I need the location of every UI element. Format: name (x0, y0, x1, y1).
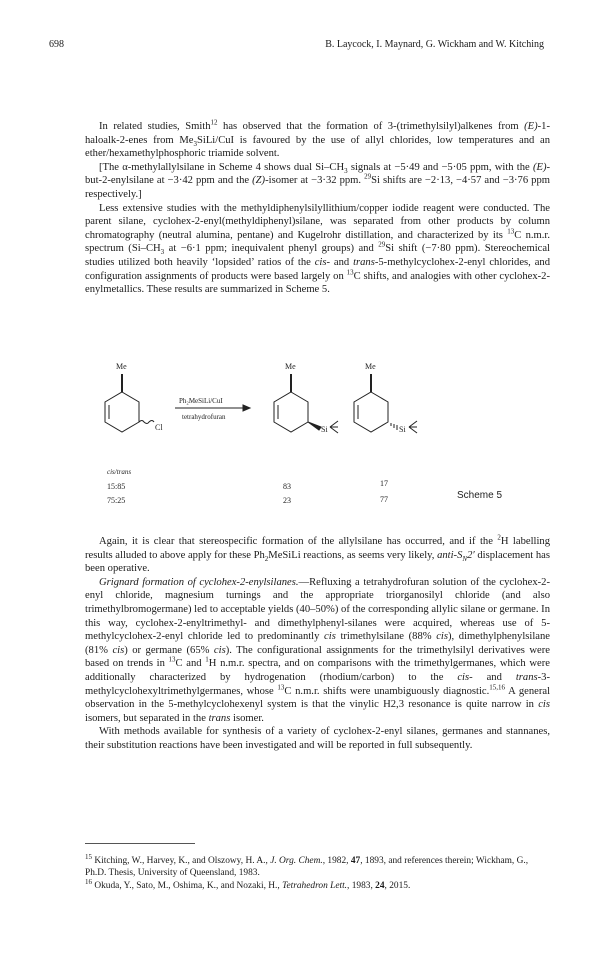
reactant-ring (105, 392, 139, 432)
product-2-si-branch-a (409, 421, 417, 427)
product-2-si-branch-c (409, 427, 417, 433)
product-1-me-label: Me (285, 362, 296, 371)
body-text-lower (85, 535, 550, 753)
footnote-rule (85, 843, 195, 844)
product-1-ring (274, 392, 308, 432)
reactant-chloride-bond (139, 421, 154, 424)
scheme-caption: Scheme 5 (457, 490, 503, 501)
page-number: 698 (49, 39, 64, 50)
scheme-5-figure (85, 350, 550, 520)
ratio-header: cis/trans (107, 468, 132, 476)
reaction-arrow (175, 397, 250, 421)
paragraph-smith-observation: In related studies, Smith$^{12}$ has observed that the formation of 3-(trimethylsilyl)alkenes from (E)-1-haloalk-2-enes from $Me_3SiLi$/CuI is favoured by the use of allyl chlorides, low temperatures and an ether/hexamethylphosphoric triamide solvent. (85, 118, 551, 160)
body-text-upper (85, 120, 550, 297)
running-head: B. Laycock, I. Maynard, G. Wickham and W. Kitching (325, 39, 544, 50)
product-2-ring (354, 392, 388, 432)
product-2-yield-2: 77 (380, 495, 388, 504)
reactant-ratio-2: 75:25 (107, 496, 126, 505)
product-1-yield-1: 83 (283, 482, 291, 491)
product-cis-structure (274, 362, 338, 434)
product-2-me-label: Me (365, 362, 376, 371)
arrow-head (243, 405, 250, 411)
reagent-label: Ph₂MeSiLi/CuI (179, 397, 223, 405)
product-1-yield-2: 23 (283, 496, 291, 505)
paragraph-grignard: Grignard formation of cyclohex-2-enylsilanes.—Refluxing a tetrahydrofuran solution of the cyclohex-2-enyl chloride, magnesium turnings and the appropriate triorganosilyl chloride (and also trimethylbromogermane) led to acceptable yields (40–50%) of the corresponding allylic silane or germane. In this way, cyclohex-2-enyltrimethyl- and dimethylphenyl-silanes were acquired, whereas use of 5-methylcyclohex-2-enyl chloride led to predominantly cis trimethylsilane (88% cis), dimethylphenylsilane (81% cis) or germane (65% cis). The configurational assignments for the trimethylsilyl derivatives were based on trends in $^{13}$C and $^1$H n.m.r. spectra, and on comparisons with the trimethylgermanes, which were additionally characterized by hydrogenation (rhodium/carbon) to the cis- and trans-3-methylcyclohexyltrimethylgermanes, whose $^{13}$C n.m.r. shifts were unambiguously diagnostic.$^{15,16}$ A general observation in the 5-methylcyclohexenyl system is that the vinylic H2,3 resonance is quite narrow in cis isomers, but separated in the trans isomer. (85, 576, 551, 724)
section-heading: Grignard formation of cyclohex-2-enylsilanes. (99, 576, 299, 588)
reactant-me-label: Me (116, 362, 127, 371)
paragraph-future-work: With methods available for synthesis of a variety of cyclohex-2-enyl silanes, germanes and stannanes, their substitution reactions have been investigated and will be reported in full subsequently. (85, 726, 550, 751)
scheme-5-drawing (85, 350, 550, 520)
reactant-structure (105, 362, 163, 432)
footnote-15: $^{15}$ Kitching, W., Harvey, K., and Olszowy, H. A., J. Org. Chem., 1982, 47, 1893, and references therein; Wickham, G., Ph.D. Thesis, University of Queensland, 1983. (85, 852, 529, 878)
ratio-table (107, 468, 502, 505)
paragraph-nmr-note: [The α-methylallylsilane in Scheme 4 shows dual $Si-CH_3$ signals at −5·49 and −5·05 ppm, with the (E)-but-2-enylsilane at −3·42 ppm and the (Z)-isomer at −3·32 ppm. $^{29}$Si shifts are −2·13, −4·57 and −3·76 ppm respectively.] (85, 161, 551, 200)
reactant-ratio-1: 15:85 (107, 482, 126, 491)
product-trans-structure (354, 362, 417, 434)
product-2-yield-1: 17 (380, 479, 388, 488)
product-2-si-label: Si (399, 425, 406, 434)
product-1-si-branch-c (330, 427, 338, 433)
footnote-16: $^{16}$ Okuda, Y., Sato, M., Oshima, K., and Nozaki, H., Tetrahedron Lett., 1983, 24, 2015. (85, 877, 411, 891)
solvent-label: tetrahydrofuran (182, 413, 226, 421)
reactant-cl-label: Cl (155, 423, 163, 432)
product-1-si-branch-a (330, 421, 338, 427)
product-1-wedge-bond (308, 422, 321, 430)
paragraph-methyldiphenylsilyl: Less extensive studies with the methyldiphenylsilyllithium/copper iodide reagent were conducted. The parent silane, cyclohex-2-enyl(methyldiphenyl)silane, was separated from other products by column chromatography (neutral alumina, pentane) and Kugelrohr distillation, and characterized by its $^{13}$C n.m.r. spectrum ($Si-CH_3$ at −6·1 ppm; inequivalent phenyl groups) and $^{29}$Si shift (−7·80 ppm). Stereochemical studies utilized both heavily ‘lopsided’ ratios of the cis- and trans-5-methylcyclohex-2-enyl chlorides, and configuration assignments of products were based largely on $^{13}$C shifts, and analogies with other cyclohex-2-enylmetallics. These results are summarized in Scheme 5. (85, 202, 551, 296)
paragraph-stereospecific: Again, it is clear that stereospecific formation of the allylsilane has occurred, and if the $^2$H labelling results alluded to above apply for these $Ph_2MeSiLi$ reactions, as seems very likely, anti-$S_N2'$ displacement has been operative. (85, 533, 551, 575)
product-1-si-label: Si (321, 425, 328, 434)
